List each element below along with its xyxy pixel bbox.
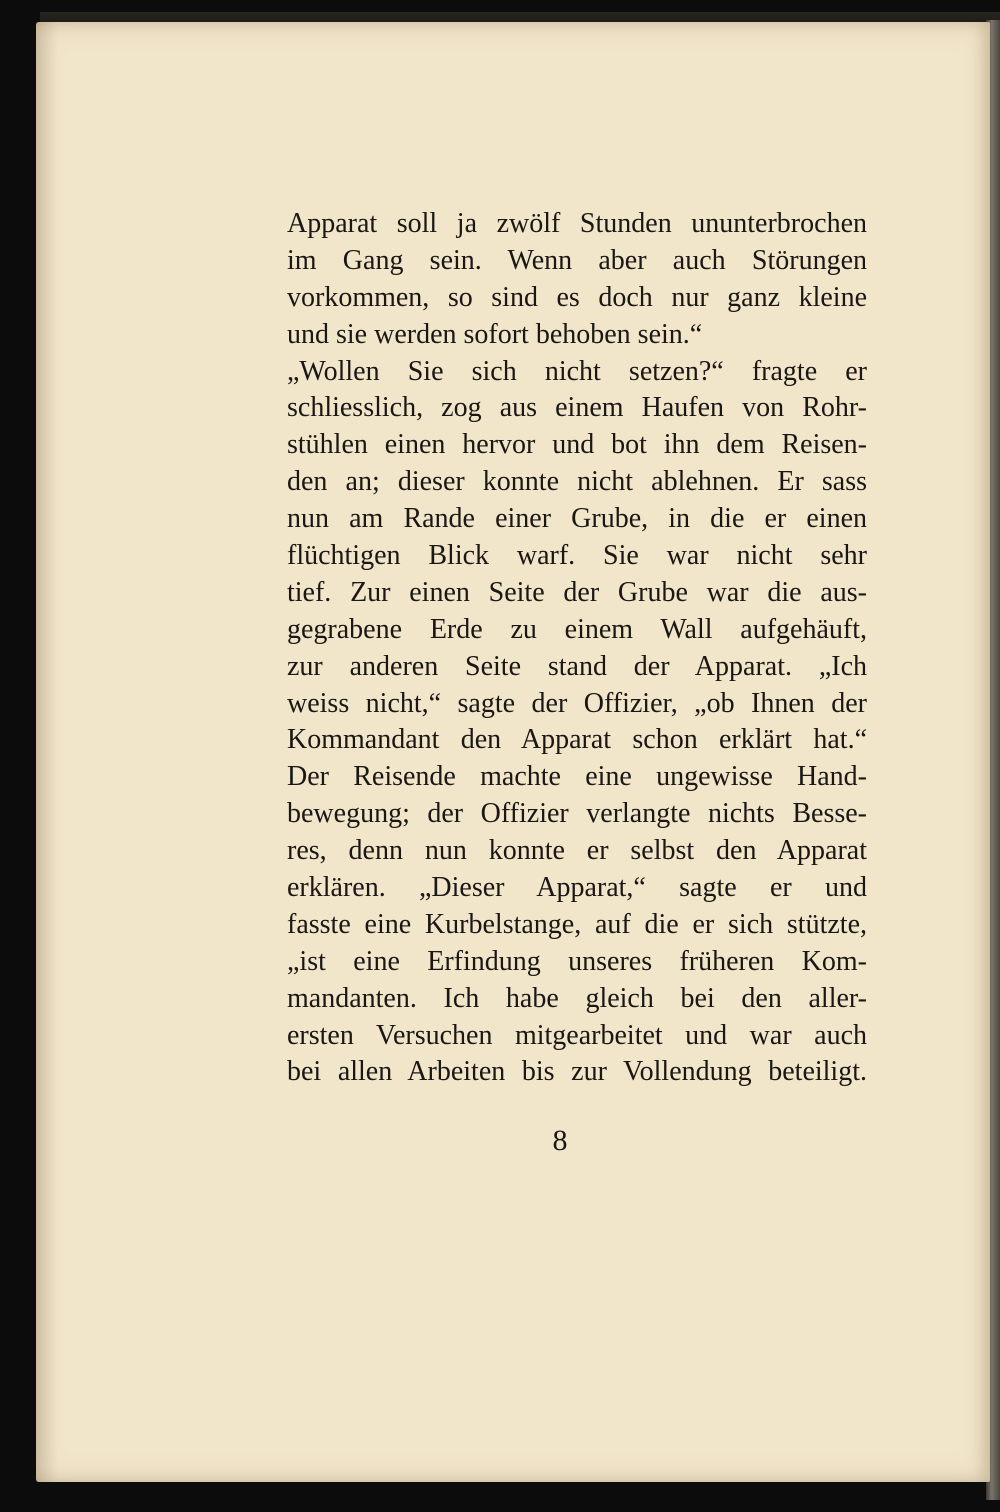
text-line-13: zur anderen Seite stand der Apparat. „Ich bbox=[287, 650, 867, 682]
text-line-15: Kommandant den Apparat schon erklärt hat.“ bbox=[287, 724, 867, 756]
text-line-2: im Gang sein. Wenn aber auch Störungen bbox=[287, 244, 867, 276]
text-line-7: stühlen einen hervor und bot ihn dem Reisen- bbox=[287, 429, 867, 461]
page-gutter-shadow bbox=[36, 22, 58, 1482]
text-line-24: bei allen Arbeiten bis zur Vollendung beteiligt. bbox=[287, 1056, 867, 1088]
text-line-11: tief. Zur einen Seite der Grube war die aus- bbox=[287, 576, 867, 608]
text-line-21: „ist eine Erfindung unseres früheren Kom- bbox=[287, 945, 867, 977]
text-line-3: vorkommen, so sind es doch nur ganz kleine bbox=[287, 281, 867, 313]
text-line-8: den an; dieser konnte nicht ablehnen. Er sass bbox=[287, 466, 867, 498]
text-line-20: fasste eine Kurbelstange, auf die er sich stützte, bbox=[287, 908, 867, 940]
text-line-12: gegrabene Erde zu einem Wall aufgehäuft, bbox=[287, 613, 867, 645]
text-line-9: nun am Rande einer Grube, in die er einen bbox=[287, 503, 867, 535]
text-line-17: bewegung; der Offizier verlangte nichts Besse- bbox=[287, 798, 867, 830]
text-line-1: Apparat soll ja zwölf Stunden ununterbrochen bbox=[287, 208, 867, 239]
text-line-4: und sie werden sofort behoben sein.“ bbox=[287, 318, 703, 350]
text-line-22: mandanten. Ich habe gleich bei den aller- bbox=[287, 982, 867, 1014]
page-number: 8 bbox=[552, 1124, 568, 1157]
text-line-6: schliesslich, zog aus einem Haufen von Rohr- bbox=[287, 392, 867, 424]
body-text bbox=[287, 206, 867, 1091]
text-line-16: Der Reisende machte eine ungewisse Hand- bbox=[287, 761, 867, 793]
text-line-23: ersten Versuchen mitgearbeitet und war auch bbox=[287, 1019, 867, 1051]
text-line-10: flüchtigen Blick warf. Sie war nicht sehr bbox=[287, 540, 867, 572]
text-line-14: weiss nicht,“ sagte der Offizier, „ob Ihnen der bbox=[287, 687, 867, 719]
text-line-5: „Wollen Sie sich nicht setzen?“ fragte er bbox=[287, 355, 867, 387]
text-line-18: res, denn nun konnte er selbst den Apparat bbox=[287, 835, 867, 867]
text-line-19: erklären. „Dieser Apparat,“ sagte er und bbox=[287, 872, 867, 904]
